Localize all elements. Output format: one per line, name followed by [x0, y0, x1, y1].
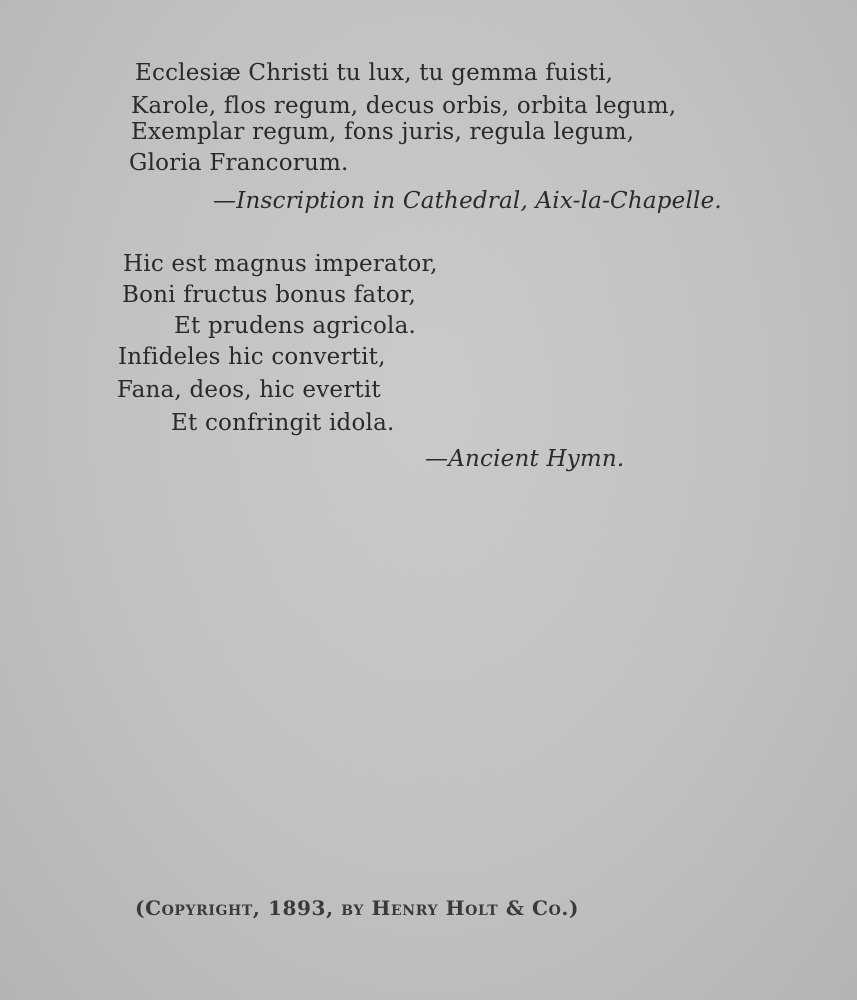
hymn-line: Et prudens agricola.	[174, 313, 417, 339]
inscription-line: Gloria Francorum.	[129, 150, 349, 176]
inscription-line: Ecclesiæ Christi tu lux, tu gemma fuisti,	[135, 60, 614, 86]
inscription-line: Exemplar regum, fons juris, regula legum,	[131, 119, 635, 145]
copyright-notice: (Copyright, 1893, by Henry Holt & Co.)	[135, 896, 580, 920]
hymn-attribution: —Ancient Hymn.	[425, 446, 625, 472]
inscription-line: Karole, flos regum, decus orbis, orbita legum,	[131, 93, 677, 119]
hymn-line: Fana, deos, hic evertit	[117, 377, 381, 403]
hymn-line: Et confringit idola.	[171, 410, 395, 436]
hymn-line: Infideles hic convertit,	[118, 344, 386, 370]
hymn-line: Hic est magnus imperator,	[123, 251, 438, 277]
hymn-line: Boni fructus bonus fator,	[122, 282, 417, 308]
inscription-attribution: —Inscription in Cathedral, Aix-la-Chapelle.	[213, 188, 722, 214]
